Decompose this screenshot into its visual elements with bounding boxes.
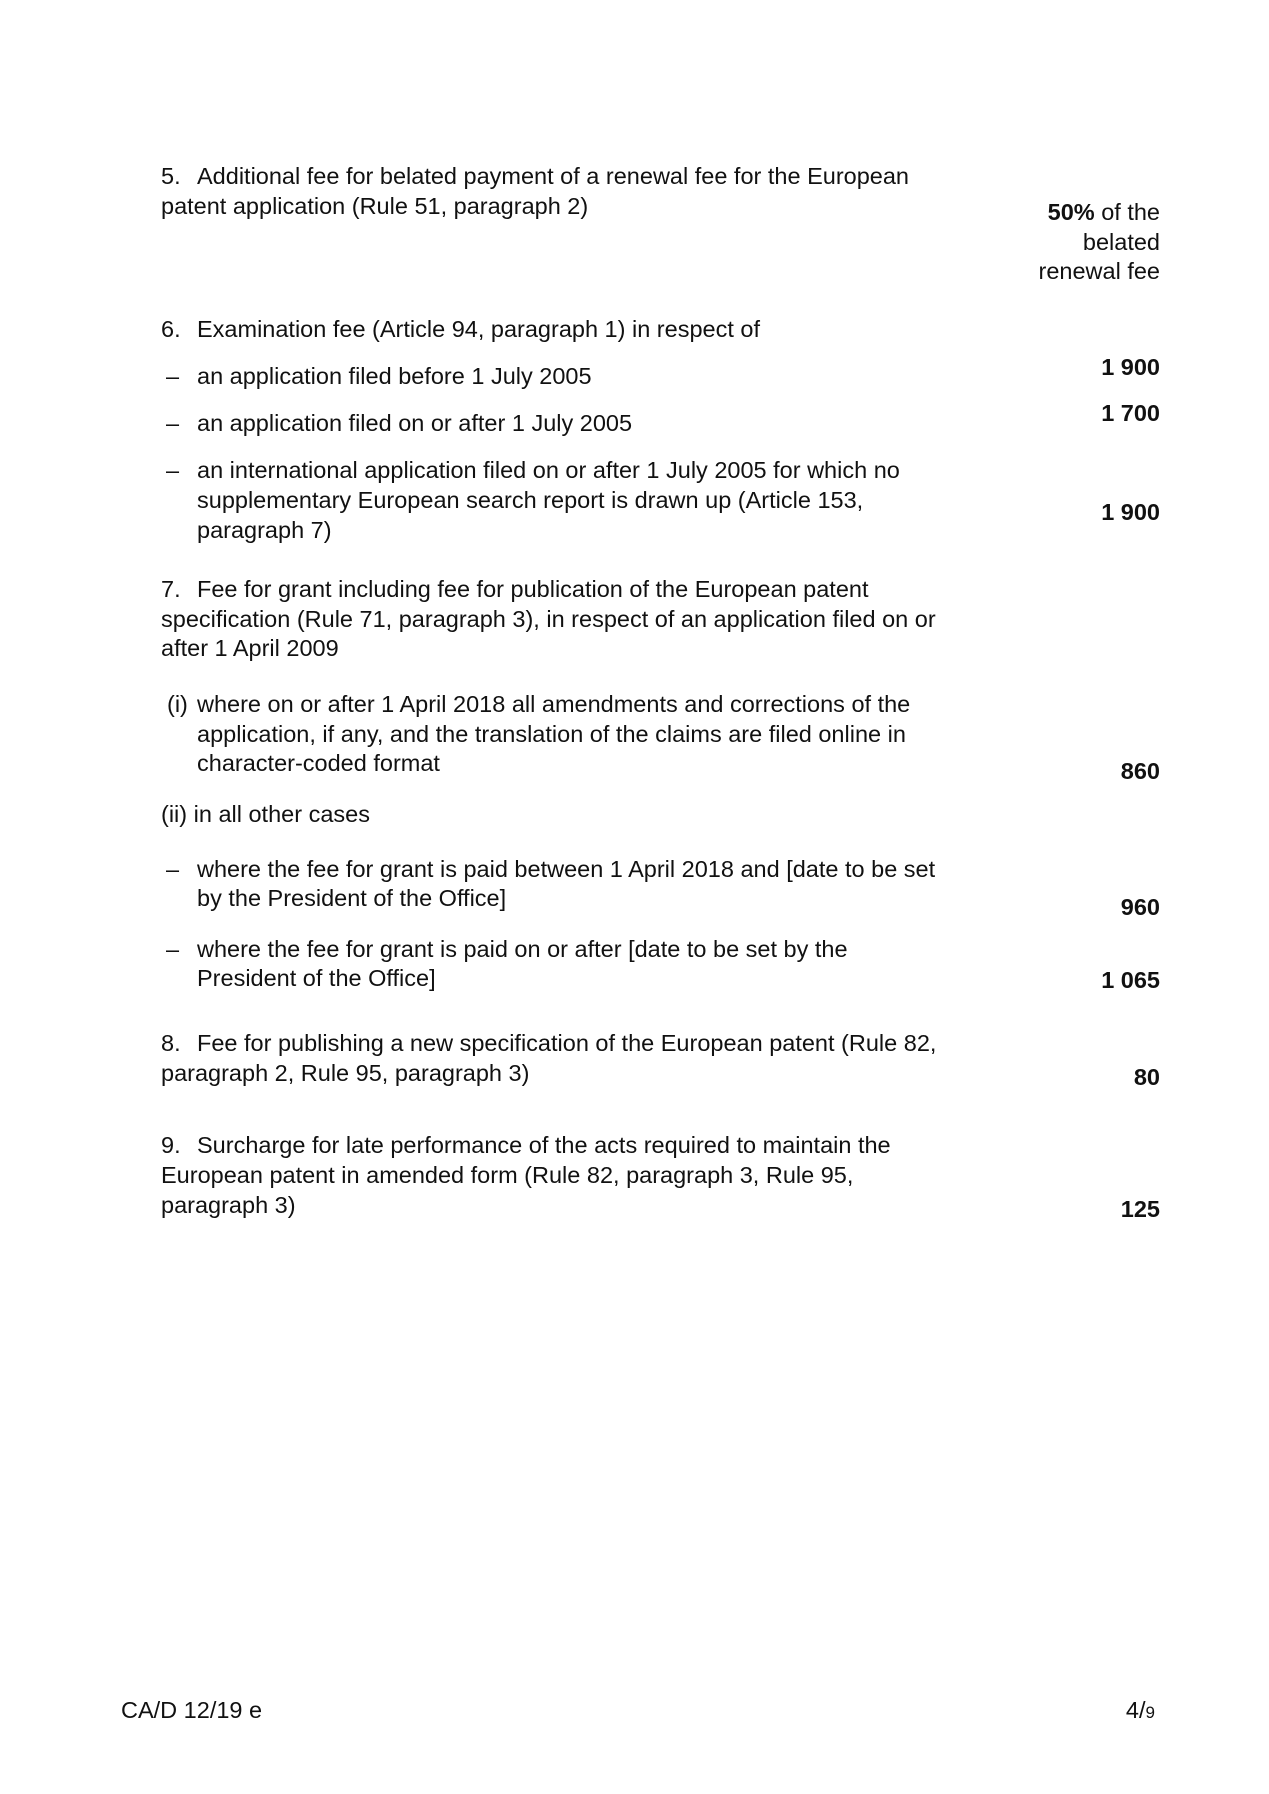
item-6a-text: an application filed before 1 July 2005 — [197, 363, 592, 389]
item-6-text: Examination fee (Article 94, paragraph 1) in respect of — [197, 316, 760, 342]
item-8-fee: 80 — [1133, 1064, 1160, 1090]
item-7i-fee: 860 — [1120, 758, 1160, 784]
item-5-fee — [1039, 198, 1161, 287]
item-7ii-a-fee: 960 — [1120, 894, 1160, 920]
item-9-fee: 125 — [1120, 1196, 1160, 1222]
item-7ii-b-dash: – — [166, 936, 180, 962]
item-7ii-a-line1: where the fee for grant is paid between 1 April 2018 and [date to be set — [197, 856, 936, 882]
item-7i-label: (i) — [167, 691, 188, 717]
item-7ii-b-line2: President of the Office] — [197, 965, 436, 991]
footer-page-number — [1126, 1696, 1155, 1727]
item-7-text-line3: after 1 April 2009 — [161, 635, 339, 661]
item-7i-line3: character-coded format — [197, 750, 440, 776]
item-5-fee-line3: renewal fee — [1038, 258, 1160, 284]
item-6-number: 6. — [161, 316, 181, 342]
item-6c-line3: paragraph 7) — [197, 517, 332, 543]
item-5-fee-rest: of the — [1094, 199, 1160, 225]
item-5-text-line2: patent application (Rule 51, paragraph 2) — [161, 193, 589, 219]
item-5-text-line1: Additional fee for belated payment of a renewal fee for the European — [197, 163, 909, 189]
item-7ii-b-line1: where the fee for grant is paid on or after [date to be set by the — [197, 936, 848, 962]
item-8-text-line1: Fee for publishing a new specification of the European patent (Rule 82, — [197, 1030, 937, 1056]
item-9-text-line3: paragraph 3) — [161, 1192, 296, 1218]
item-6a-fee: 1 900 — [1101, 354, 1160, 380]
item-9-text-line2: European patent in amended form (Rule 82, paragraph 3, Rule 95, — [161, 1162, 854, 1188]
footer-page-current: 4/ — [1125, 1697, 1146, 1723]
item-8-text-line2: paragraph 2, Rule 95, paragraph 3) — [161, 1060, 530, 1086]
footer-doc-ref: CA/D 12/19 e — [121, 1697, 263, 1723]
item-6c-fee: 1 900 — [1101, 499, 1160, 525]
item-7ii-a-dash: – — [166, 856, 180, 882]
item-7-text-line2: specification (Rule 71, paragraph 3), in respect of an application filed on or — [161, 606, 936, 632]
item-7i-line1: where on or after 1 April 2018 all amendments and corrections of the — [197, 691, 911, 717]
item-6c-line2: supplementary European search report is drawn up (Article 153, — [197, 487, 864, 513]
item-5-fee-line2: belated — [1082, 228, 1160, 255]
item-9-text-line1: Surcharge for late performance of the acts required to maintain the — [197, 1132, 891, 1158]
item-7i-line2: application, if any, and the translation of the claims are filed online in — [197, 721, 906, 747]
footer-page-total: 9 — [1145, 1703, 1155, 1722]
item-9-number: 9. — [161, 1132, 181, 1158]
item-8-number: 8. — [161, 1030, 181, 1056]
item-7ii-text: (ii) in all other cases — [161, 801, 370, 827]
item-6c-dash: – — [166, 457, 180, 483]
item-6b-dash: – — [166, 410, 180, 436]
item-5-number: 5. — [161, 163, 181, 189]
item-5-fee-percent: 50% — [1047, 199, 1095, 225]
item-7-text-line1: Fee for grant including fee for publication of the European patent — [197, 576, 869, 602]
item-6b-text: an application filed on or after 1 July 2005 — [197, 410, 633, 436]
item-6c-line1: an international application filed on or after 1 July 2005 for which no — [197, 457, 900, 483]
item-7-number: 7. — [161, 576, 181, 602]
item-6a-dash: – — [166, 363, 180, 389]
item-7ii-a-line2: by the President of the Office] — [197, 885, 507, 911]
item-6b-fee: 1 700 — [1101, 400, 1160, 426]
item-7ii-b-fee: 1 065 — [1101, 967, 1160, 993]
